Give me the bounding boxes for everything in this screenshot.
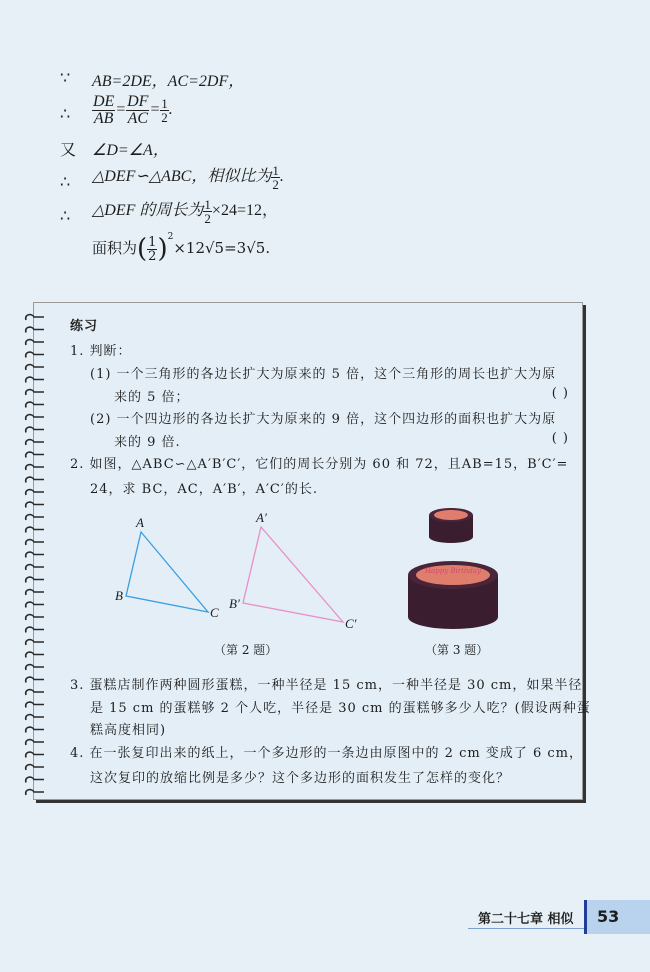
fraction-numerator: 1 [148,234,157,250]
question-text: 来的 9 倍. [114,435,181,450]
small-cake-icon [429,508,473,543]
fraction-denominator: 2 [148,248,157,264]
fraction-denominator: 2 [272,176,279,192]
area-result: ×12√5=3√5. [173,239,271,257]
fraction-denominator: 2 [204,210,211,226]
vertex-label-b: B [115,588,123,603]
fraction-denominator: AB [93,110,114,127]
paren-open: ( [137,234,148,264]
question-4-line-1: 4. 在一张复印出来的纸上，一个多边形的一条边由原图中的 2 cm 变成了 6 cm， [70,746,583,761]
fraction-numerator: 1 [204,196,211,212]
therefore-symbol: ∴ [60,172,71,191]
therefore-symbol: ∴ [60,104,71,123]
area-text: 面积为 [92,239,138,257]
also-symbol: 又 [60,140,77,159]
question-1-1-line-1: (1) 一个三角形的各边长扩大为原来的 5 倍，这个三角形的周长也扩大为原 [90,367,557,382]
fraction-numerator: 1 [272,162,279,178]
chapter-title: 第二十七章 相似 [478,912,574,927]
therefore-symbol: ∴ [60,206,71,225]
page-number: 53 [584,900,650,934]
question-3-line-3: 糕高度相同) [90,723,167,738]
solution-line-3: ∠D=∠A， [92,142,169,159]
cake-inscription: Happy Birthday [424,567,482,575]
large-cake-icon [408,561,498,629]
exercise-title: 练习 [70,319,99,334]
period: . [279,168,284,185]
vertex-label-c: C [210,605,219,620]
equals: = [115,101,127,119]
because-symbol: ∵ [60,68,71,87]
fraction-denominator: 2 [161,110,168,125]
question-text: 来的 5 倍； [114,390,190,405]
footer-divider [468,928,584,929]
triangle-a-prime-b-prime-c-prime [243,527,343,622]
equals: = [149,101,161,119]
question-3-line-2: 是 15 cm 的蛋糕够 2 个人吃，半径是 30 cm 的蛋糕够多少人吃？(假设两种蛋 [90,701,591,716]
question-2-line-2: 24，求 BC，AC，A′B′，A′C′的长. [90,482,318,497]
figure-2-caption: （第 2 题） [214,643,278,657]
vertex-label-c-prime: C′ [345,616,357,631]
answer-blank[interactable]: ( ) [551,431,569,446]
question-1-2-line-1: (2) 一个四边形的各边长扩大为原来的 9 倍，这个四边形的面积也扩大为原 [90,412,557,427]
question-2-line-1: 2. 如图，△ABC∽△A′B′C′，它们的周长分别为 60 和 72，且AB=15，B′C′= [70,457,569,472]
period: . [168,101,173,119]
triangle-abc [126,532,208,612]
exponent: 2 [167,232,174,242]
paren-close: ) [157,234,168,264]
vertex-label-b-prime: B′ [229,596,240,611]
question-3-line-1: 3. 蛋糕店制作两种圆形蛋糕，一种半径是 15 cm，一种半径是 30 cm，如果半径 [70,678,583,693]
fraction-numerator: DE [93,93,115,110]
perimeter-text: △DEF 的周长为 [92,202,204,219]
similarity-text: △DEF∽△ABC，相似比为 [92,168,272,185]
figure-3-caption: （第 3 题） [425,643,489,657]
solution-line-1: AB=2DE，AC=2DF， [92,73,245,90]
vertex-label-a: A [136,515,144,530]
question-4-line-2: 这次复印的放缩比例是多少？这个多边形的面积发生了怎样的变化？ [90,771,511,786]
fraction-numerator: DF [127,93,149,110]
vertex-label-a-prime: A′ [256,510,267,525]
answer-blank[interactable]: ( ) [551,386,569,401]
fraction-denominator: AC [127,110,149,127]
question-1-label: 1. 判断： [70,344,132,359]
figure-3-cakes [400,505,510,635]
perimeter-result: ×24=12， [211,202,278,219]
fraction-numerator: 1 [161,96,168,111]
